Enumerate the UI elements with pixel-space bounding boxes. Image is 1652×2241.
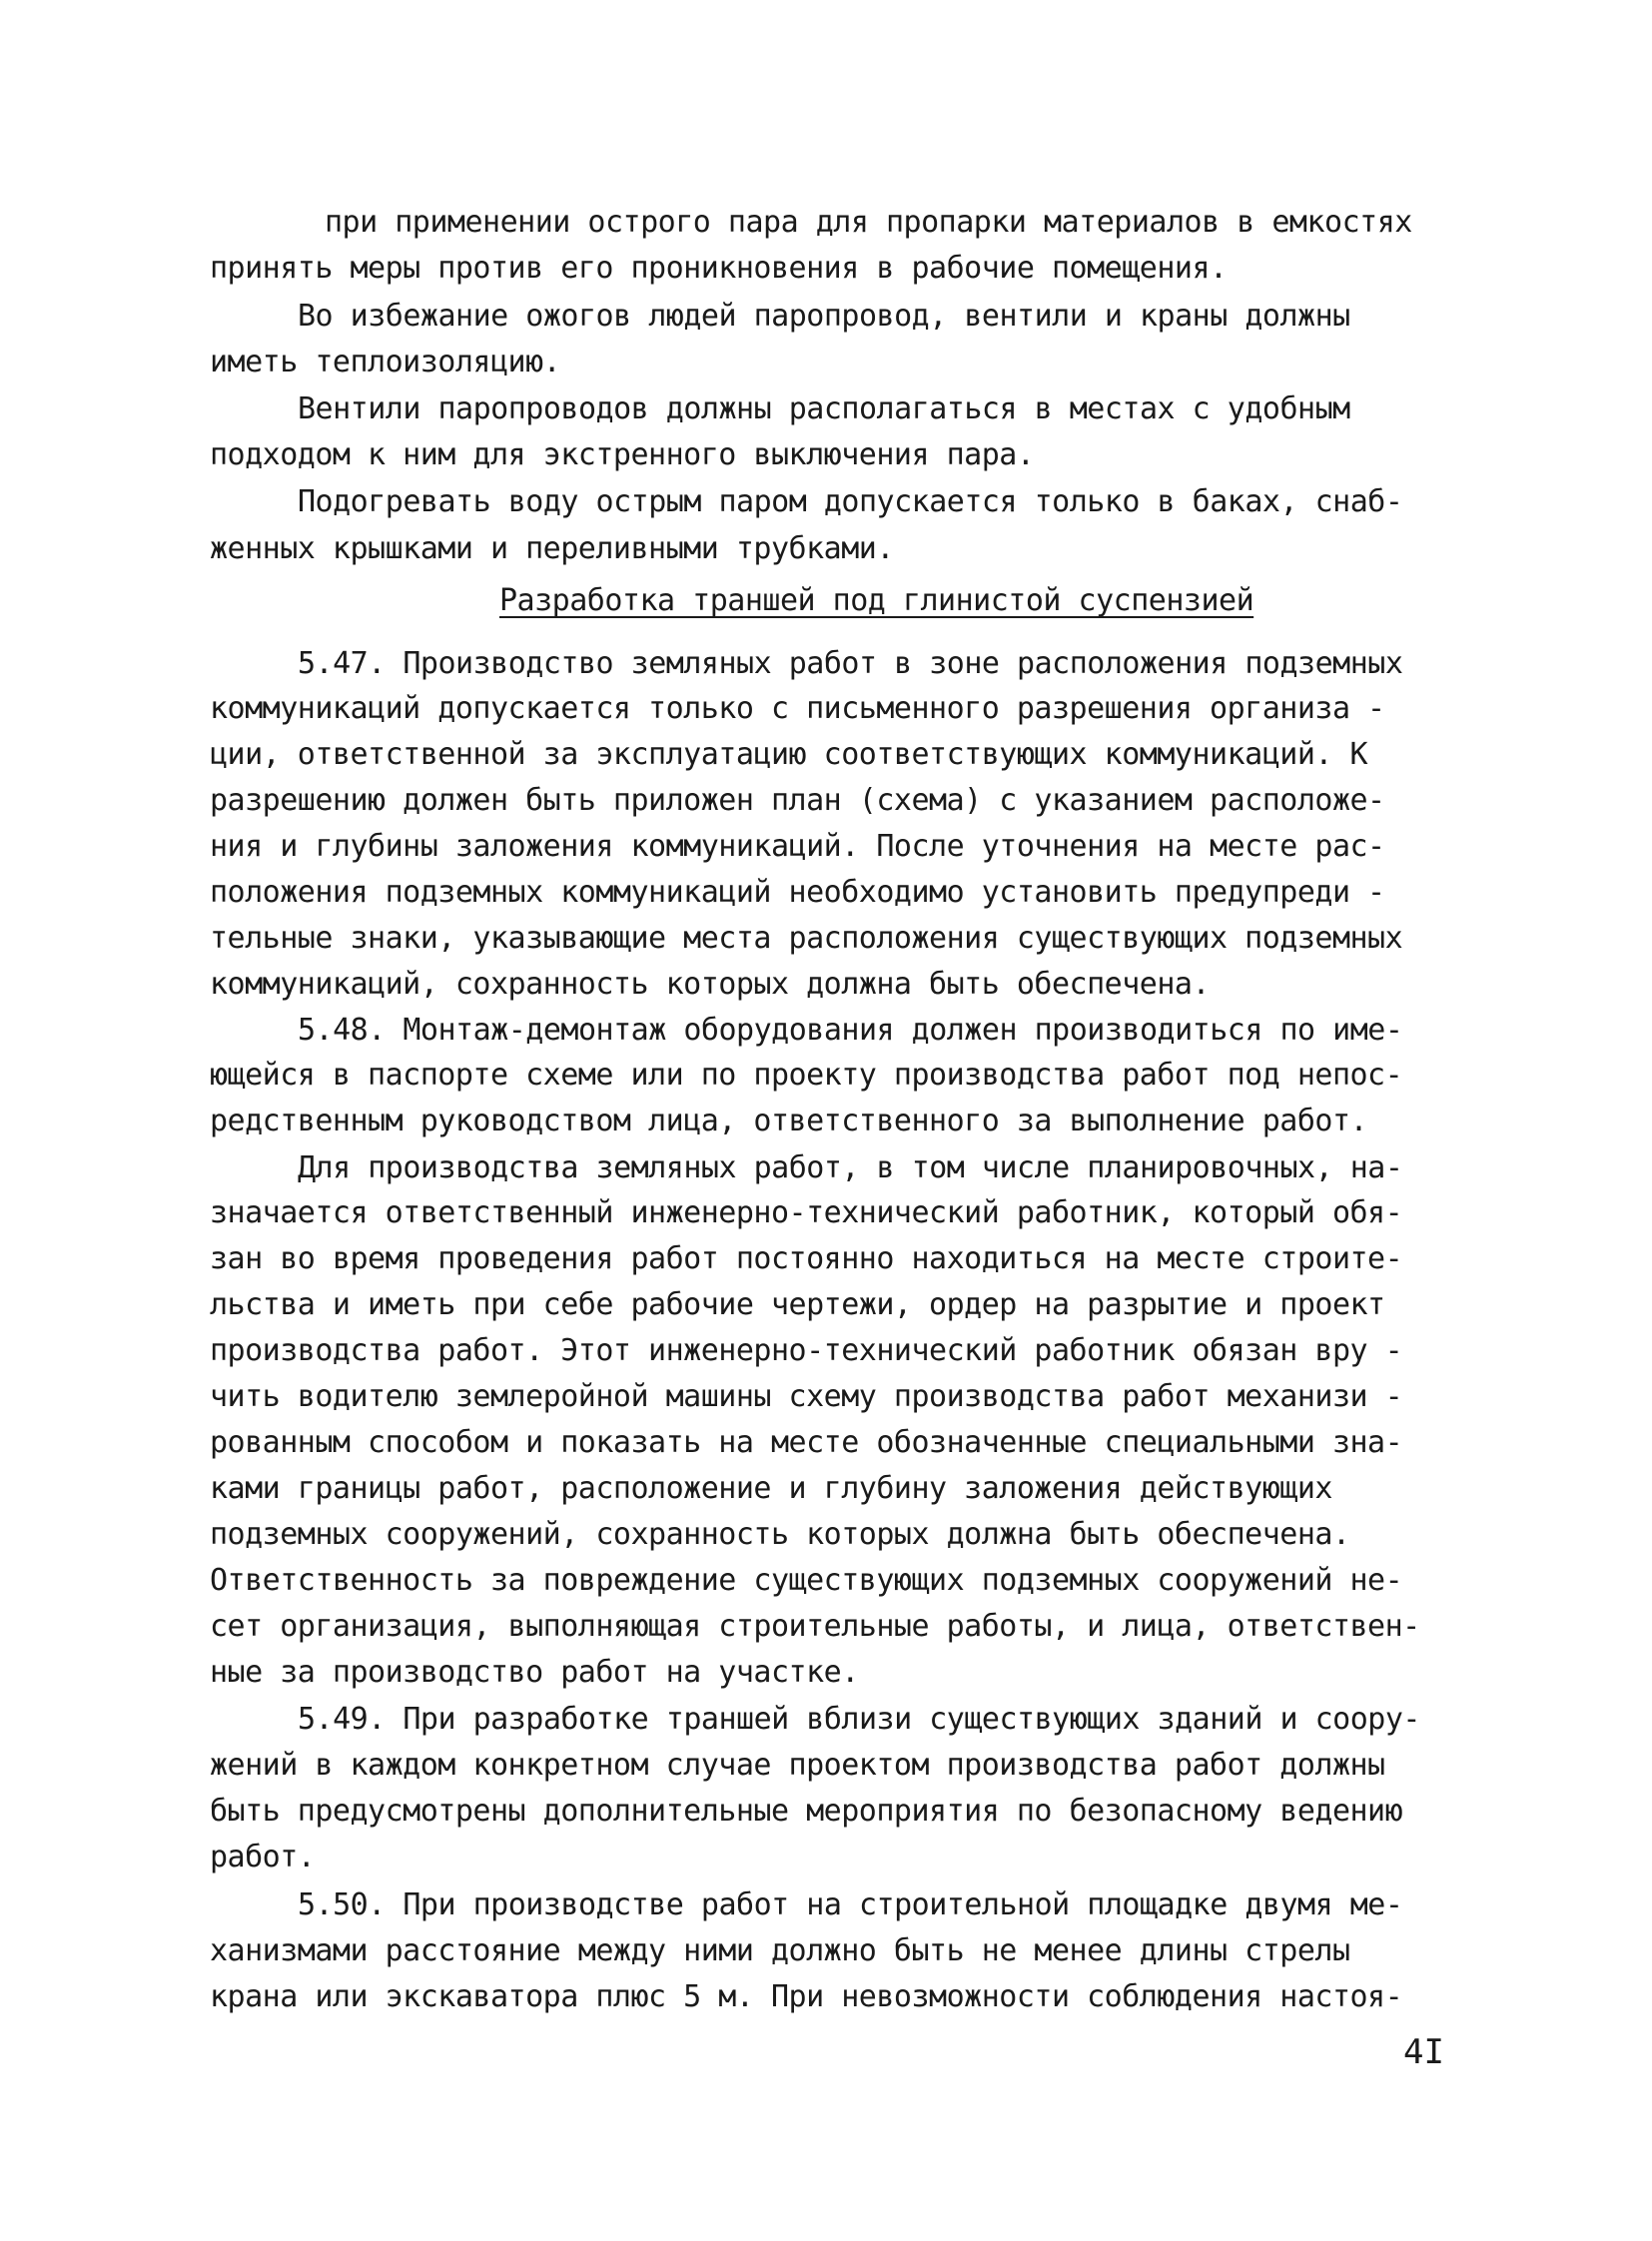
text-line: сет организация, выполняющая строительные работы, и лица, ответствен- (210, 1609, 1420, 1644)
text-line: разрешению должен быть приложен план (схема) с указанием расположе- (210, 783, 1385, 818)
section-heading: Разработка траншей под глинистой суспензией (499, 583, 1254, 618)
text-line: ции, ответственной за эксплуатацию соответствующих коммуникаций. К (210, 737, 1368, 772)
text-line: ками границы работ, расположение и глубину заложения действующих (210, 1471, 1332, 1506)
text-line: при применении острого пара для пропарки материалов в емкостях (325, 205, 1412, 240)
text-line: Подогревать воду острым паром допускается только в баках, снаб- (298, 484, 1403, 519)
text-line: положения подземных коммуникаций необходимо установить предупреди - (210, 875, 1385, 910)
text-line: Для производства земляных работ, в том числе планировочных, на- (298, 1150, 1403, 1185)
text-line: льства и иметь при себе рабочие чертежи, ордер на разрытие и проект (210, 1287, 1385, 1322)
text-line: ющейся в паспорте схеме или по проекту производства работ под непос- (210, 1058, 1403, 1093)
text-line: редственным руководством лица, ответственного за выполнение работ. (210, 1104, 1368, 1138)
text-line: Ответственность за повреждение существующих подземных сооружений не- (210, 1563, 1403, 1598)
text-line: Вентили паропроводов должны располагаться в местах с удобным (298, 391, 1350, 426)
text-line: производства работ. Этот инженерно-технический работник обязан вру - (210, 1333, 1403, 1368)
text-line: значается ответственный инженерно-технический работник, который обя- (210, 1195, 1403, 1230)
text-line: жений в каждом конкретном случае проектом производства работ должны (210, 1748, 1385, 1783)
text-line: коммуникаций допускается только с письменного разрешения организа - (210, 691, 1385, 726)
page-number: 4I (1403, 2032, 1444, 2072)
text-line: коммуникаций, сохранность которых должна быть обеспечена. (210, 967, 1211, 1002)
text-line: чить водителю землеройной машины схему производства работ механизи - (210, 1379, 1403, 1414)
text-line: 5.48. Монтаж-демонтаж оборудования должен производиться по име- (298, 1013, 1403, 1048)
text-line: ханизмами расстояние между ними должно быть не менее длины стрелы (210, 1933, 1350, 1968)
text-line: крана или экскаватора плюс 5 м. При невозможности соблюдения настоя- (210, 1979, 1403, 2014)
text-line: 5.47. Производство земляных работ в зоне расположения подземных (298, 646, 1403, 681)
text-line: иметь теплоизоляцию. (210, 345, 561, 379)
text-line: тельные знаки, указывающие места расположения существующих подземных (210, 921, 1403, 956)
text-line: принять меры против его проникновения в рабочие помещения. (210, 251, 1228, 286)
text-line: ния и глубины заложения коммуникаций. После уточнения на месте рас- (210, 829, 1385, 864)
text-line: женных крышками и переливными трубками. (210, 531, 894, 566)
text-line: рованным способом и показать на месте обозначенные специальными зна- (210, 1425, 1403, 1460)
text-line: подходом к ним для экстренного выключения пара. (210, 437, 1035, 472)
text-line: подземных сооружений, сохранность которых должна быть обеспечена. (210, 1517, 1350, 1552)
text-line: работ. (210, 1840, 316, 1874)
text-line: быть предусмотрены дополнительные мероприятия по безопасному ведению (210, 1794, 1403, 1829)
text-line: Во избежание ожогов людей паропровод, вентили и краны должны (298, 299, 1350, 334)
text-line: зан во время проведения работ постоянно находиться на месте строите- (210, 1241, 1403, 1276)
text-line: 5.50. При производстве работ на строительной площадке двумя ме- (298, 1887, 1403, 1922)
text-line: ные за производство работ на участке. (210, 1655, 859, 1690)
text-line: 5.49. При разработке траншей вблизи существующих зданий и соору- (298, 1702, 1420, 1737)
